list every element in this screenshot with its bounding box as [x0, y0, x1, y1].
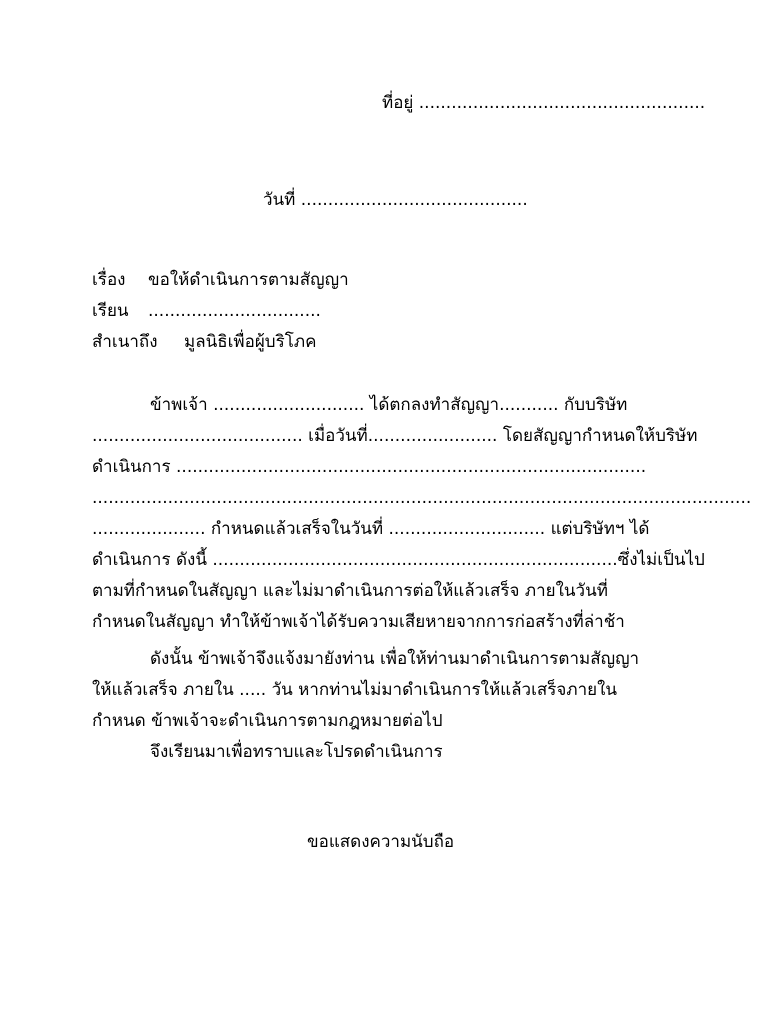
- body-paragraph-line: ให้แล้วเสร็จ ภายใน ..... วัน หากท่านไม่มาดำเนินการให้แล้วเสร็จภายใน: [92, 680, 618, 700]
- closing-salutation: ขอแสดงความนับถือ: [307, 832, 455, 852]
- copy-to-value: มูลนิธิเพื่อผู้บริโภค: [184, 332, 317, 352]
- recipient-label: เรียน: [92, 301, 129, 321]
- subject-label: เรื่อง: [92, 270, 126, 290]
- body-paragraph-line: ดำเนินการ ดังนี้ ...........................................................................ซึ่งไม่เป็นไป: [92, 550, 705, 570]
- copy-to-line: [92, 334, 316, 351]
- body-paragraph-line: ....................................... เมื่อวันที่........................ โดยสัญญากำหนดให้บริษัท: [92, 426, 698, 446]
- recipient-value: ................................: [148, 301, 321, 321]
- date-line: วันที่ ..........................................: [263, 190, 528, 210]
- address-line: ที่อยู่ .....................................................: [382, 93, 706, 113]
- recipient-line: [92, 303, 321, 320]
- body-paragraph-line: ..........................................................................................................................: [92, 488, 752, 508]
- body-paragraph-line: กำหนดในสัญญา ทำให้ข้าพเจ้าได้รับความเสียหายจากการก่อสร้างที่ล่าช้า: [92, 612, 625, 632]
- body-paragraph-line: ..................... กำหนดแล้วเสร็จในวันที่ ............................. แต่บริษัทฯ ได้: [92, 519, 650, 539]
- body-paragraph-line: ตามที่กำหนดในสัญญา และไม่มาดำเนินการต่อให้แล้วเสร็จ ภายในวันที่: [92, 581, 608, 601]
- body-paragraph-line: ดำเนินการ .......................................................................................: [92, 457, 647, 477]
- subject-value: ขอให้ดำเนินการตามสัญญา: [148, 270, 349, 290]
- subject-line: [92, 272, 349, 289]
- body-paragraph-line: กำหนด ข้าพเจ้าจะดำเนินการตามกฎหมายต่อไป: [92, 711, 443, 731]
- copy-to-label: สำเนาถึง: [92, 332, 158, 352]
- body-paragraph-line: จึงเรียนมาเพื่อทราบและโปรดดำเนินการ: [150, 742, 443, 762]
- body-paragraph-line: ข้าพเจ้า ............................ ได้ตกลงทำสัญญา........... กับบริษัท: [150, 395, 628, 415]
- body-paragraph-line: ดังนั้น ข้าพเจ้าจึงแจ้งมายังท่าน เพื่อให้ท่านมาดำเนินการตามสัญญา: [150, 649, 640, 669]
